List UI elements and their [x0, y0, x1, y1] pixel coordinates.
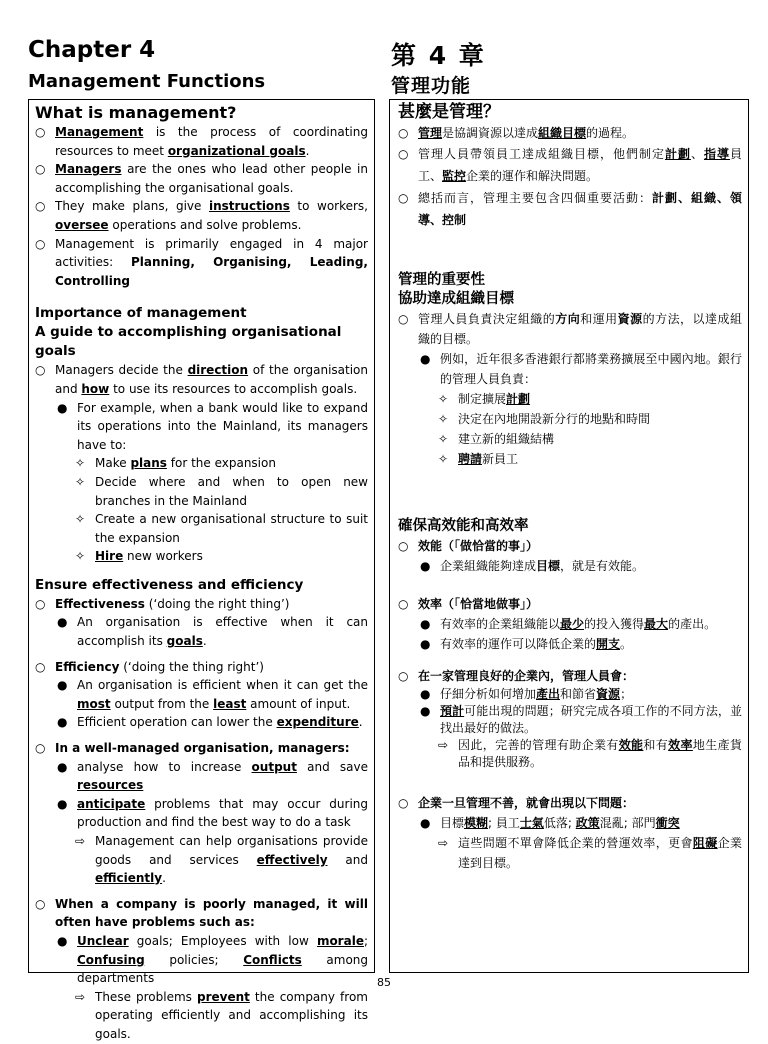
diamond-bullet-icon: ✧ — [75, 474, 86, 489]
chapter-title-zh: 第 4 章 — [391, 41, 486, 70]
diamond-bullet-icon: ✧ — [438, 392, 449, 406]
list-item: ✧ 決定在內地開設新分行的地點和時間 — [438, 409, 742, 429]
bullet-icon: ● — [57, 678, 68, 693]
bullet-icon: ● — [420, 617, 431, 631]
list-item: ○ They make plans, give instructions to workers, oversee operations and solve problems. — [35, 199, 368, 232]
circle-bullet-icon: ○ — [398, 312, 409, 326]
list-item: ● analyse how to increase output and save resources — [57, 759, 369, 793]
bullet-icon: ● — [420, 559, 431, 573]
list-item: ● 企業組織能夠達成目標，就是有效能。 — [420, 556, 742, 576]
diamond-bullet-icon: ✧ — [75, 456, 86, 471]
circle-bullet-icon: ○ — [398, 191, 409, 205]
list-item: ✧ 制定擴展計劃 — [438, 389, 742, 409]
subtitle-en: Management Functions — [28, 71, 266, 92]
section-title-importance: Importance of management — [35, 305, 247, 322]
list-item: ○ Effectiveness (‘doing the right thing’) — [35, 595, 368, 614]
bullet-icon: ● — [57, 615, 68, 630]
list-item: ● 目標模糊; 員工士氣低落; 政策混亂; 部門衝突 — [420, 813, 742, 833]
list-item: ○ Management is primarily engaged in 4 major activities: Planning, Organising, Leading, Controlling — [35, 236, 368, 288]
bullet-icon: ● — [420, 352, 431, 366]
list-item: ○ Managers are the ones who lead other people in accomplishing the organisational goals. — [35, 162, 368, 195]
circle-bullet-icon: ○ — [35, 236, 46, 251]
section-title-what-is-management-zh: 甚麼是管理？ — [398, 102, 500, 122]
section-title-importance-zh: 管理的重要性 — [398, 272, 485, 288]
diamond-bullet-icon: ✧ — [438, 412, 449, 426]
list-item: ○ In a well-managed organisation, managers: — [35, 739, 368, 758]
circle-bullet-icon: ○ — [35, 363, 46, 378]
list-item: ● 預計可能出現的問題；研究完成各項工作的不同方法，並找出最好的做法。 — [420, 704, 742, 735]
section-subtitle-guide: A guide to accomplishing organisational goals — [35, 324, 342, 360]
section-title-what-is-management: What is management? — [35, 103, 237, 122]
list-item: ○ 效率（「恰當地做事」） — [398, 594, 742, 614]
circle-bullet-icon: ○ — [35, 896, 46, 911]
list-item: ○ 在一家管理良好的企業內，管理人員會： — [398, 666, 742, 686]
list-item: ✧ 聘請新員工 — [438, 449, 742, 469]
list-item: ○ 管理是協調資源以達成組織目標的過程。 — [398, 123, 742, 143]
list-item: ✧ Create a new organisational structure to suit the expansion — [75, 512, 368, 545]
bullet-icon: ● — [57, 796, 68, 811]
bullet-icon: ● — [420, 687, 431, 701]
bullet-icon: ● — [420, 816, 431, 830]
bullet-icon: ● — [57, 933, 68, 948]
subtitle-zh: 管理功能 — [391, 75, 472, 97]
list-item: ⇨ 這些問題不單會降低企業的營運效率，更會阻礙企業達到目標。 — [438, 833, 742, 873]
bullet-icon: ● — [420, 637, 431, 651]
bullet-icon: ● — [57, 759, 68, 774]
circle-bullet-icon: ○ — [398, 597, 409, 611]
list-item: ● For example, when a bank would like to expand its operations into the Mainland, its managers have to: — [57, 400, 368, 452]
list-item: ○ Managers decide the direction of the organisation and how to use its resources to accomplish goals. — [35, 363, 368, 396]
diamond-bullet-icon: ✧ — [75, 512, 86, 527]
circle-bullet-icon: ○ — [35, 199, 46, 214]
list-item: ○ 管理人員帶領員工達成組織目標，他們制定計劃、指導員工、監控企業的運作和解決問題。 — [398, 143, 742, 187]
list-item: ● Efficient operation can lower the expenditure. — [57, 713, 368, 732]
list-item: ○ 管理人員負責決定組織的方向和運用資源的方法，以達成組織的目標。 — [398, 309, 742, 349]
arrow-right-icon: ⇨ — [438, 836, 449, 850]
list-item: ● 有效率的運作可以降低企業的開支。 — [420, 634, 742, 654]
chinese-column — [389, 99, 749, 973]
list-item: ✧ Make plans for the expansion — [75, 454, 368, 473]
list-item: ● 仔細分析如何增加產出和節省資源； — [420, 687, 633, 701]
bullet-icon: ● — [420, 704, 431, 718]
list-item: ● anticipate problems that may occur during production and find the best way to do a task — [57, 796, 368, 830]
circle-bullet-icon: ○ — [398, 126, 409, 140]
list-item: ○ 總括而言，管理主要包含四個重要活動：計劃、組織、領導、控制 — [398, 187, 742, 231]
section-title-effectiveness-zh: 確保高效能和高效率 — [398, 518, 529, 534]
diamond-bullet-icon: ✧ — [75, 549, 86, 564]
circle-bullet-icon: ○ — [35, 162, 46, 177]
list-item: ● An organisation is effective when it can accomplish its goals. — [57, 615, 368, 649]
circle-bullet-icon: ○ — [398, 669, 409, 683]
list-item: ○ Management is the process of coordinating resources to meet organizational goals. — [35, 125, 368, 158]
circle-bullet-icon: ○ — [35, 741, 46, 756]
section-title-effectiveness: Ensure effectiveness and efficiency — [35, 576, 304, 593]
circle-bullet-icon: ○ — [35, 125, 46, 139]
arrow-right-icon: ⇨ — [75, 989, 86, 1004]
list-item: ● An organisation is efficient when it can get the most output from the least amount of input. — [57, 678, 368, 711]
list-item: ● Unclear goals; Employees with low morale; Confusing policies; Conflicts among departments — [57, 933, 369, 986]
chapter-title-en: Chapter 4 — [28, 37, 156, 63]
section-subtitle-guide-zh: 協助達成組織目標 — [398, 291, 514, 307]
bullet-icon: ● — [57, 400, 68, 415]
circle-bullet-icon: ○ — [35, 596, 46, 611]
list-item: ○ Efficiency (‘doing the thing right’) — [35, 658, 368, 677]
arrow-right-icon: ⇨ — [438, 738, 449, 752]
diamond-bullet-icon: ✧ — [438, 432, 449, 446]
bullet-icon: ● — [57, 715, 68, 730]
list-item: ⇨ Management can help organisations provide goods and services effectively and efficiently. — [75, 834, 368, 886]
circle-bullet-icon: ○ — [398, 147, 409, 161]
arrow-right-icon: ⇨ — [75, 834, 86, 848]
page-number: 85 — [377, 976, 391, 989]
list-item: ✧ Hire new workers — [75, 547, 368, 566]
circle-bullet-icon: ○ — [398, 796, 409, 810]
english-column — [28, 99, 375, 1041]
circle-bullet-icon: ○ — [398, 539, 409, 553]
list-item: ○ When a company is poorly managed, it will often have problems such as: — [35, 896, 368, 930]
diamond-bullet-icon: ✧ — [438, 452, 449, 466]
circle-bullet-icon: ○ — [35, 659, 46, 674]
list-item: ✧ Decide where and when to open new branches in the Mainland — [75, 474, 368, 508]
list-item: ○ 企業一旦管理不善，就會出現以下問題： — [398, 793, 742, 813]
list-item: ● 有效率的企業組織能以最少的投入獲得最大的產出。 — [420, 614, 742, 634]
list-item: ⇨ These problems prevent the company from operating efficiently and accomplishing its goals. — [75, 989, 368, 1041]
list-item: ○ 效能（「做恰當的事」） — [398, 536, 742, 556]
list-item: ⇨ 因此，完善的管理有助企業有效能和有效率地生產貨品和提供服務。 — [438, 738, 742, 769]
list-item: ✧ 建立新的組織結構 — [438, 429, 742, 449]
list-item: ● 例如，近年很多香港銀行都將業務擴展至中國內地。銀行的管理人員負責： — [420, 349, 742, 389]
